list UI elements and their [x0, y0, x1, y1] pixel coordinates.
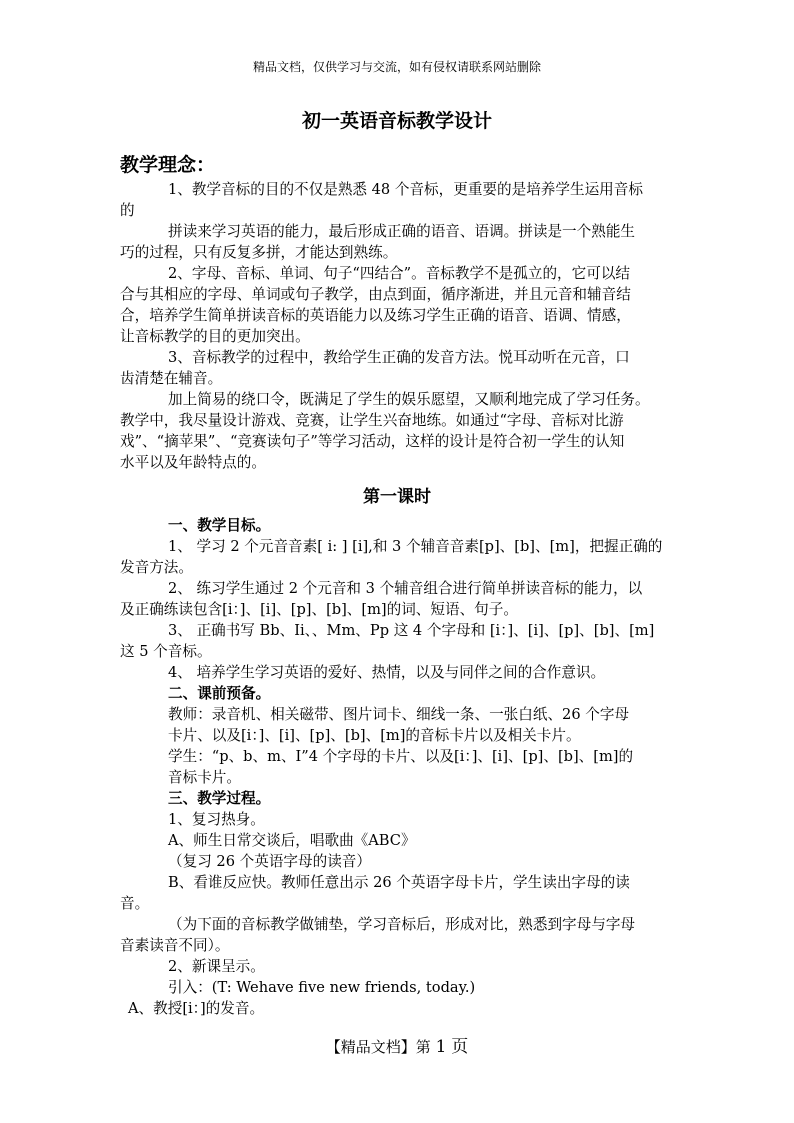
subheading-preparation: 二、课前预备。 [168, 685, 271, 702]
text-line: B、看谁反应快。教师任意出示 26 个英语字母卡片，学生读出字母的读 [168, 874, 630, 891]
text-line: 发音方法。 [120, 559, 193, 576]
text-line: 及正确练读包含[i：]、[i]、[p]、[b]、[m]的词、短语、句子。 [120, 601, 518, 618]
page-number: 1 [435, 1037, 447, 1057]
text-line: 1、教学音标的目的不仅是熟悉 48 个音标，更重要的是培养学生运用音标 [168, 181, 643, 198]
text-line: 的 [120, 202, 135, 219]
text-line: 2、字母、音标、单词、句子“四结合”。音标教学不是孤立的，它可以结 [168, 265, 631, 282]
section-heading-teaching-philosophy: 教学理念： [120, 154, 216, 176]
footer-page-suffix: 页 [451, 1037, 469, 1057]
text-line: 这 5 个音标。 [120, 643, 212, 660]
text-line: 4、 培养学生学习英语的爱好、热情，以及与同伴之间的合作意识。 [168, 664, 606, 681]
lesson-title: 第一课时 [363, 487, 431, 507]
text-line: 3、音标教学的过程中，教给学生正确的发音方法。悦耳动听在元音，口 [168, 349, 630, 366]
text-line: 音。 [120, 895, 150, 912]
text-line: 合，培养学生简单拼读音标的英语能力以及练习学生正确的语音、语调、情感， [120, 307, 631, 324]
text-line: 加上简易的绕口令，既满足了学生的娱乐愿望，又顺利地完成了学习任务。 [168, 391, 650, 408]
subheading-objectives: 一、教学目标。 [168, 517, 271, 534]
text-line: 1、复习热身。 [168, 811, 265, 828]
page-footer [0, 1032, 794, 1057]
text-line: 卡片、以及[i：]、[i]、[p]、[b]、[m]的音标卡片以及相关卡片。 [168, 727, 581, 744]
page-header: 精品文档，仅供学习与交流，如有侵权请联系网站删除 [252, 60, 541, 74]
text-line: （复习 26 个英语字母的读音） [168, 853, 371, 870]
text-line: 引入：(T: Wehave five new friends, today.) [168, 979, 476, 996]
text-line: 水平以及年龄特点的。 [120, 454, 266, 471]
text-line: 音素读音不同）。 [120, 937, 230, 954]
text-line: 2、 练习学生通过 2 个元音和 3 个辅音组合进行简单拼读音标的能力，以 [168, 580, 643, 597]
text-line: 齿清楚在辅音。 [120, 370, 223, 387]
text-line: A、教授[i：]的发音。 [128, 1000, 265, 1017]
text-line: 音标卡片。 [168, 769, 241, 786]
text-line: 拼读来学习英语的能力，最后形成正确的语音、语调。拼读是一个熟能生 [168, 223, 636, 240]
text-line: 让音标教学的目的更加突出。 [120, 328, 310, 345]
text-line: 教师：录音机、相关磁带、图片词卡、细线一条、一张白纸、26 个字母 [168, 706, 630, 723]
text-line: 戏”、“摘苹果”、“竞赛读句子”等学习活动，这样的设计是符合初一学生的认知 [120, 433, 625, 450]
text-line: 1、 学习 2 个元音音素[ i: ] [i],和 3 个辅音音素[p]、[b]、[m]，把握正确的 [168, 538, 663, 555]
footer-label: 【精品文档】第 [325, 1038, 431, 1056]
text-line: 2、新课呈示。 [168, 958, 265, 975]
text-line: 学生：“p、b、m、I”4 个字母的卡片、以及[i：]、[i]、[p]、[b]、[m]的 [168, 748, 634, 765]
subheading-process: 三、教学过程。 [168, 790, 271, 807]
text-line: 教学中，我尽量设计游戏、竞赛，让学生兴奋地练。如通过“字母、音标对比游 [120, 412, 624, 429]
text-line: 巧的过程，只有反复多拼，才能达到熟练。 [120, 244, 398, 261]
text-line: （为下面的音标教学做铺垫，学习音标后，形成对比，熟悉到字母与字母 [168, 916, 636, 933]
text-line: 合与其相应的字母、单词或句子教学，由点到面，循序渐进，并且元音和辅音结 [120, 286, 631, 303]
document-title: 初一英语音标教学设计 [301, 110, 492, 132]
text-line: 3、 正确书写 Bb、Ii、、Mm、Pp 这 4 个字母和 [i：]、[i]、[p]、[b]、[m] [168, 622, 655, 639]
text-line: A、师生日常交谈后，唱歌曲《ABC》 [168, 832, 416, 849]
